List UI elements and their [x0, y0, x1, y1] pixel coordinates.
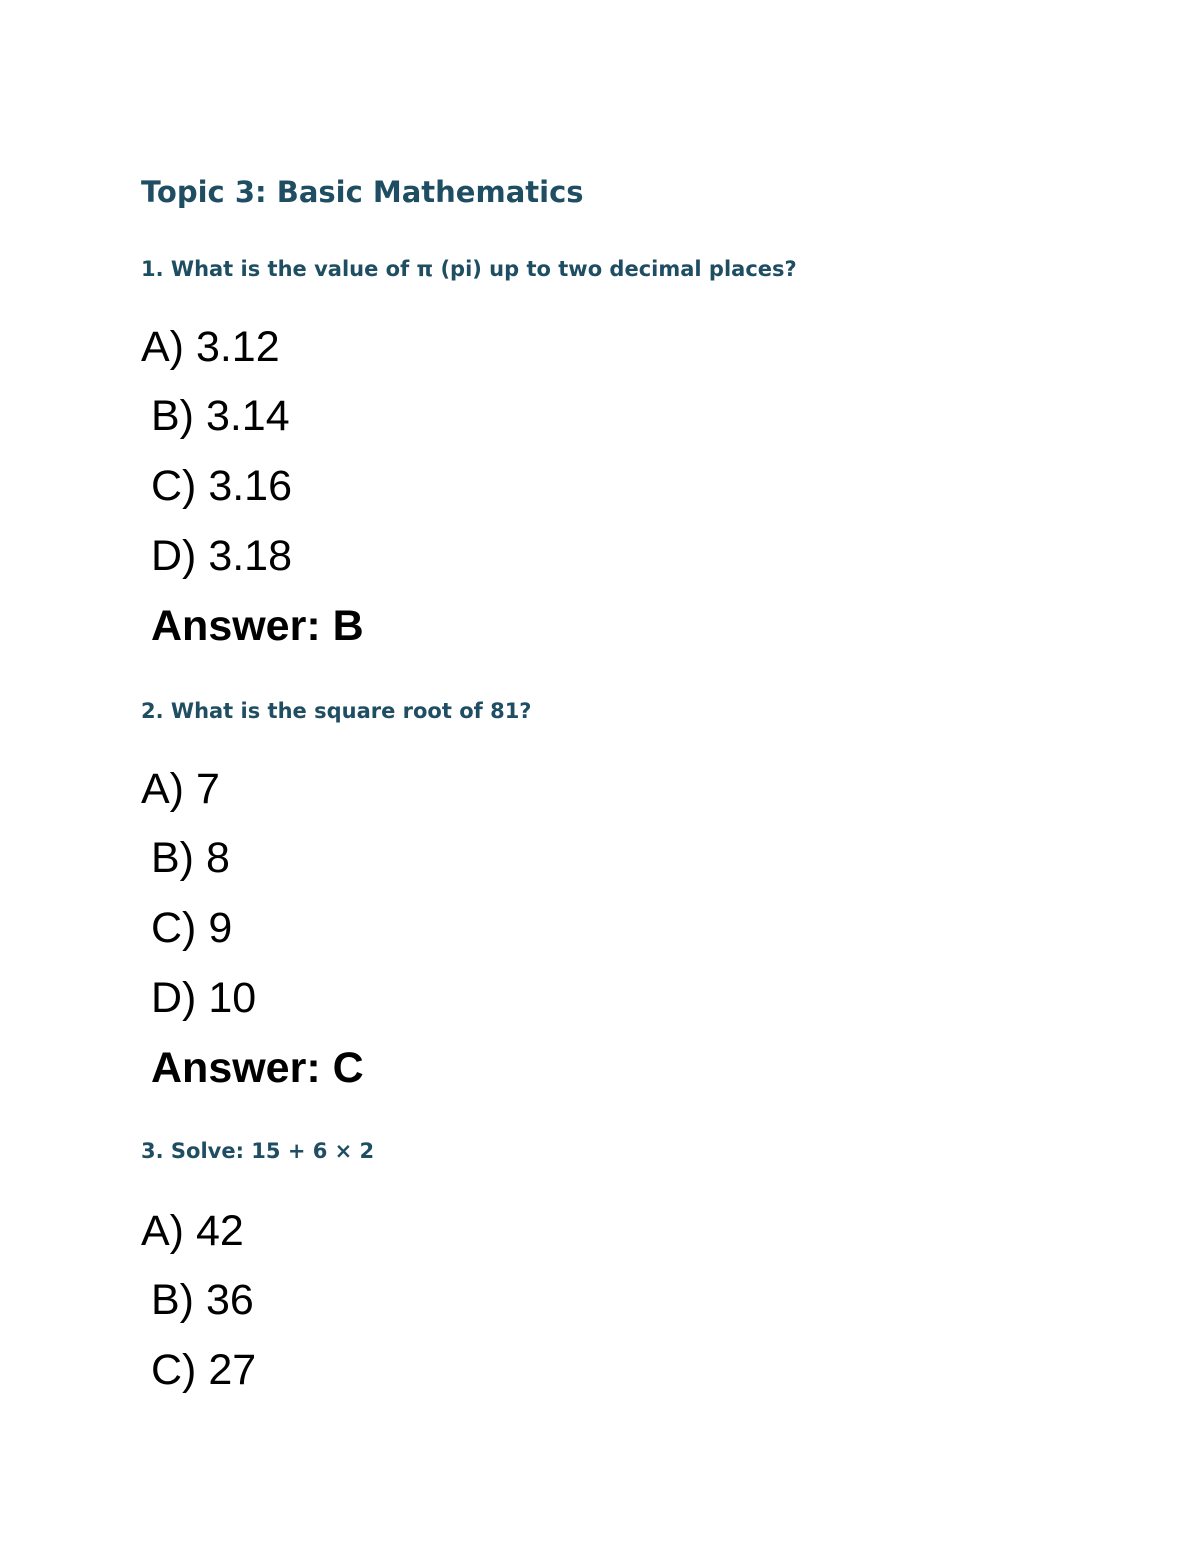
answer-option-b: B) 3.14	[151, 392, 290, 440]
answer-option-a: A) 3.12	[141, 323, 280, 371]
answer-option-d: D) 10	[151, 974, 257, 1022]
correct-answer: Answer: B	[151, 602, 364, 650]
question-prompt: 2. What is the square root of 81?	[141, 699, 532, 723]
answer-option-b: B) 8	[151, 834, 230, 882]
answer-option-b: B) 36	[151, 1276, 254, 1324]
answer-option-c: C) 9	[151, 904, 233, 952]
question-prompt: 3. Solve: 15 + 6 × 2	[141, 1139, 375, 1163]
correct-answer: Answer: C	[151, 1044, 364, 1092]
answer-option-a: A) 42	[141, 1207, 244, 1255]
topic-title: Topic 3: Basic Mathematics	[141, 175, 584, 209]
answer-option-c: C) 27	[151, 1346, 257, 1394]
answer-option-c: C) 3.16	[151, 462, 293, 510]
answer-option-a: A) 7	[141, 765, 220, 813]
answer-option-d: D) 3.18	[151, 532, 293, 580]
question-prompt: 1. What is the value of π (pi) up to two decimal places?	[141, 257, 797, 281]
